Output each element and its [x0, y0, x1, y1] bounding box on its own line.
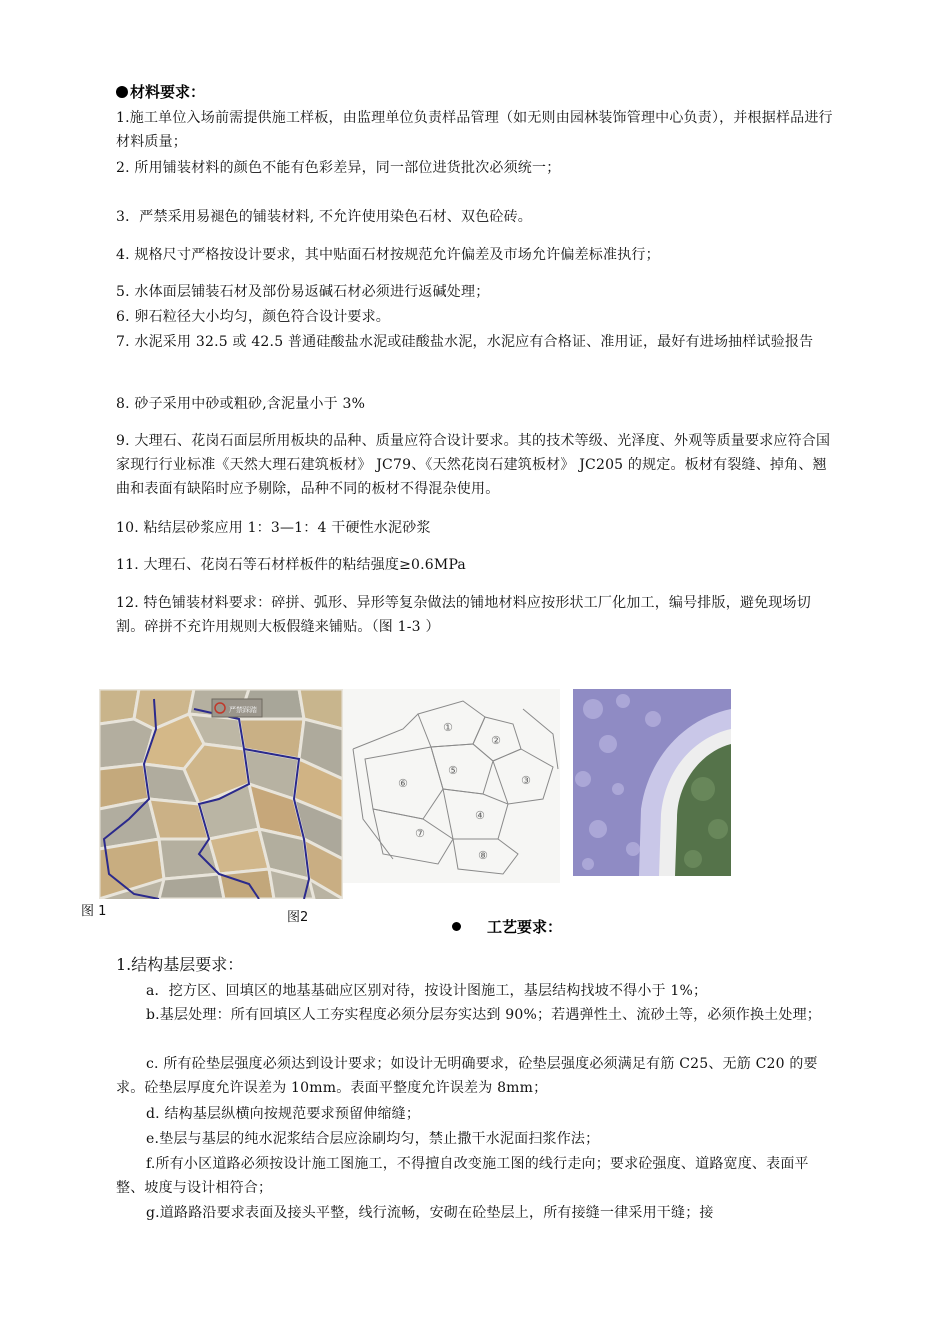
process-item-a: a．挖方区、回填区的地基基础应区别对待，按设计图施工，基层结构找坡不得小于 1%；: [146, 983, 708, 999]
material-item-9: 9. 大理石、花岗石面层所用板块的品种、质量应符合设计要求。其的技术等级、光泽度、外观等质量要求应符合国家现行行业标准《天然大理石建筑板材》 JC79、《天然花岗石建筑板材》 JC205 的规定。板材有裂缝、掉角、翘曲和表面有缺陷时应予剔除，品种不同的板材不得混杂使用。: [116, 433, 831, 497]
figure-2-layout-drawing: [343, 689, 560, 883]
layout-label-4: ④: [475, 809, 485, 822]
process-item-g: g.道路路沿要求表面及接头平整，线行流畅，安砌在砼垫层上，所有接缝一律采用干缝；接: [146, 1205, 714, 1221]
materials-heading: [116, 80, 205, 104]
layout-label-3: ③: [521, 774, 531, 787]
figure-1-paving-photo: [99, 689, 343, 899]
process-heading: [452, 913, 562, 941]
material-item-10: 10. 粘结层砂浆应用 1：3—1：4 干硬性水泥砂浆: [116, 520, 431, 536]
process-item-f: f.所有小区道路必须按设计施工图施工，不得擅自改变施工图的线行走向；要求砼强度、道路宽度、表面平整、坡度与设计相符合；: [116, 1156, 809, 1196]
material-item-4: 4. 规格尺寸严格按设计要求，其中贴面石材按规范允许偏差及市场允许偏差标准执行；: [116, 247, 660, 263]
process-item-b: b.基层处理：所有回填区人工夯实程度必须分层夯实达到 90%；若遇弹性土、流砂土等，必须作换土处理；: [146, 1007, 821, 1023]
figure-2-caption: 图2: [287, 910, 309, 925]
material-item-5: 5. 水体面层铺装石材及部份易返碱石材必须进行返碱处理；: [116, 284, 490, 300]
material-item-11: 11. 大理石、花岗石等石材样板件的粘结强度≥0.6MPa: [116, 557, 466, 573]
materials-title: 材料要求：: [130, 83, 206, 101]
material-item-1: 1.施工单位入场前需提供施工样板，由监理单位负责样品管理（如无则由园林装饰管理中心负责），并根据样品进行材料质量；: [116, 110, 833, 150]
material-item-6: 6. 卵石粒径大小均匀，颜色符合设计要求。: [116, 309, 391, 325]
material-item-12: 12. 特色铺装材料要求：碎拼、弧形、异形等复杂做法的铺地材料应按形状工厂化加工，编号排版，避免现场切割。碎拼不充许用规则大板假缝来铺贴。（图 1-3 ）: [116, 595, 811, 635]
layout-label-5: ⑤: [448, 764, 458, 777]
layout-label-1: ①: [443, 721, 453, 734]
process-title: 工艺要求：: [487, 918, 563, 936]
bullet-icon: [116, 86, 128, 98]
structure-base-heading: 1.结构基层要求：: [116, 955, 244, 974]
figure-3-curb-photo: [573, 689, 731, 876]
process-item-c: c. 所有砼垫层强度必须达到设计要求；如设计无明确要求，砼垫层强度必须满足有筋 C25、无筋 C20 的要求。砼垫层厚度允许误差为 10mm。表面平整度允许误差为 8mm；: [116, 1056, 818, 1096]
material-item-8: 8. 砂子采用中砂或粗砂,含泥量小于 3%: [116, 396, 366, 412]
layout-label-6: ⑥: [398, 777, 408, 790]
bullet-icon: [452, 922, 461, 931]
material-item-7: 7. 水泥采用 32.5 或 42.5 普通硅酸盐水泥或硅酸盐水泥，水泥应有合格证、准用证，最好有进场抽样试验报告: [116, 334, 814, 350]
layout-label-8: ⑧: [478, 849, 488, 862]
process-item-d: d. 结构基层纵横向按规范要求预留伸缩缝；: [146, 1106, 421, 1122]
layout-label-2: ②: [491, 734, 501, 747]
material-item-2: 2. 所用铺装材料的颜色不能有色彩差异，同一部位进货批次必须统一；: [116, 160, 561, 176]
figure-1-caption: 图 1: [81, 904, 107, 919]
process-item-e: e.垫层与基层的纯水泥浆结合层应涂刷均匀，禁止撒干水泥面扫浆作法；: [146, 1131, 600, 1147]
warning-sign-text: 严禁踩踏: [229, 706, 257, 714]
layout-label-7: ⑦: [415, 827, 425, 840]
material-item-3: 3．严禁采用易褪色的铺装材料, 不允许使用染色石材、双色砼砖。: [116, 209, 533, 225]
